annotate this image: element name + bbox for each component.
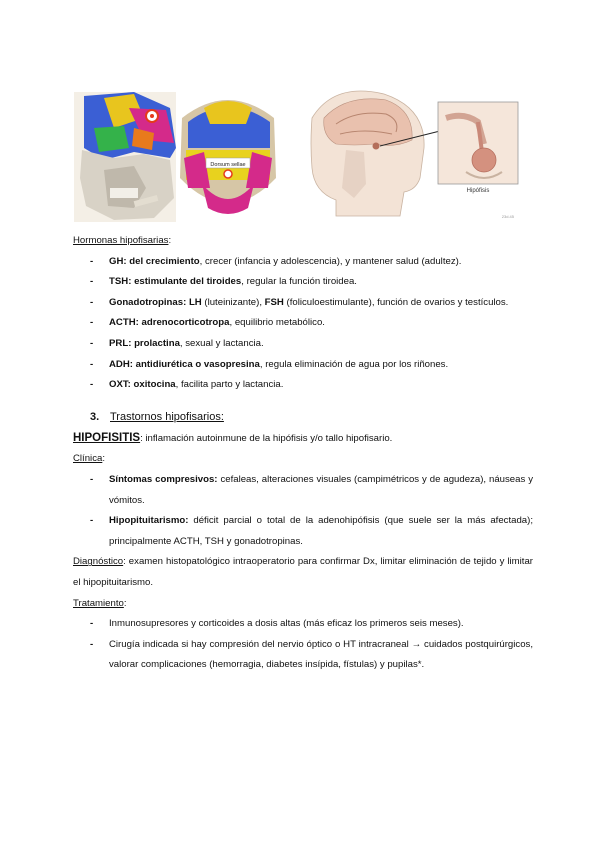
hipofisitis-title: HIPOFISITIS — [73, 431, 141, 444]
clinica-text: cefaleas, alteraciones visuales (campimétricos y de agudeza), náuseas y vómitos. — [109, 473, 533, 506]
hipofisitis-definition — [73, 428, 533, 450]
hormone-name: prolactina — [134, 337, 180, 349]
dorsum-sellae-label: Dorsum sellae — [210, 162, 246, 168]
clinica-list — [73, 470, 533, 552]
hormone-desc: , facilita parto y lactancia. — [175, 379, 284, 391]
hipofisitis-text: : inflamación autoinmune de la hipófisis y/o tallo hipofisario. — [140, 432, 393, 444]
clinica-text: déficit parcial o total de la adenohipófisis (que suele ser la más afectada); principalmente ACTH, TSH y gonadotropinas. — [109, 515, 533, 547]
list-item — [73, 272, 533, 293]
diagnostico-label: Diagnóstico — [73, 556, 124, 568]
document-body — [73, 231, 533, 676]
hormones-list — [73, 252, 533, 396]
clinica-heading: Clínica: — [73, 453, 105, 465]
list-item — [73, 313, 533, 334]
skull-base-image — [178, 92, 278, 222]
list-item — [73, 252, 533, 273]
hormone-desc: , sexual y lactancia. — [179, 337, 264, 349]
list-item — [73, 293, 533, 314]
hormone-name: estimulante del tiroides — [134, 276, 242, 288]
hormone-name: antidiurética o vasopresina — [135, 358, 260, 370]
list-item — [73, 334, 533, 355]
hormones-heading: Hormonas hipofisarias: — [73, 235, 172, 246]
clinica-label: Clínica — [73, 453, 103, 465]
list-item: - Cirugía indicada si hay compresión del nervio óptico o HT intracraneal → cuidados postquirúrgicos, valorar complicaciones (hemorragia, diabetes insípida, fístulas) y pupilas*. — [73, 635, 533, 676]
list-item — [73, 511, 533, 552]
section-title: Trastornos hipofisarios: — [110, 410, 224, 423]
diagnostico-paragraph — [73, 552, 533, 593]
hipofisis-label: Hipófisis — [466, 188, 490, 194]
clinica-term: Hipopituitarismo: — [109, 515, 189, 527]
section-heading — [73, 406, 533, 428]
tratamiento-heading: Tratamiento: — [73, 597, 127, 609]
hormone-desc: (foliculoestimulante), función de ovarios y testículos. — [283, 296, 509, 308]
hormones-title: Hormonas hipofisarias — [73, 235, 169, 246]
hormone-abbr: Gonadotropinas: LH — [109, 296, 202, 308]
hormone-desc: , equilibrio metabólico. — [229, 317, 325, 329]
tratamiento-list — [73, 614, 533, 676]
list-item — [73, 355, 533, 376]
list-item — [73, 470, 533, 511]
pituitary-zoom-image — [438, 102, 518, 184]
hormone-desc: , regular la función tiroidea. — [241, 276, 357, 288]
hormone-desc: (luteinizante), — [201, 296, 265, 308]
figure-watermark: 23d.45 — [501, 214, 514, 219]
hormone-abbr: GH: — [109, 255, 127, 267]
hormone-abbr: OXT: — [109, 379, 131, 391]
hormone-desc: , regula eliminación de agua por los riñones. — [259, 358, 449, 370]
diagnostico-text: : examen histopatológico intraoperatorio para confirmar Dx, limitar eliminación de tejido y limitar el hipopituitarismo. — [73, 556, 533, 588]
hormone-desc: , crecer (infancia y adolescencia), y mantener salud (adultez). — [199, 255, 462, 267]
hormone-abbr: TSH: — [109, 276, 132, 288]
list-item — [73, 375, 533, 396]
hormone-abbr: FSH — [264, 296, 284, 308]
hormone-name: oxitocina — [133, 379, 176, 391]
skull-lateral-image — [74, 92, 176, 222]
clinica-term: Síntomas compresivos: — [109, 473, 218, 485]
anatomy-illustration — [74, 88, 526, 224]
list-item: - Inmunosupresores y corticoides a dosis altas (más eficaz los primeros seis meses). — [73, 614, 533, 635]
hormone-abbr: ADH: — [109, 358, 133, 370]
hormone-abbr: ACTH: — [109, 317, 139, 329]
head-sagittal-image — [280, 91, 444, 222]
hormone-name: adrenocorticotropa — [141, 317, 230, 329]
anatomy-figure — [74, 88, 526, 224]
tratamiento-label: Tratamiento — [73, 597, 124, 609]
section-number: 3. — [90, 410, 100, 423]
hormone-abbr: PRL: — [109, 337, 132, 349]
hormone-name: del crecimiento — [129, 255, 200, 267]
